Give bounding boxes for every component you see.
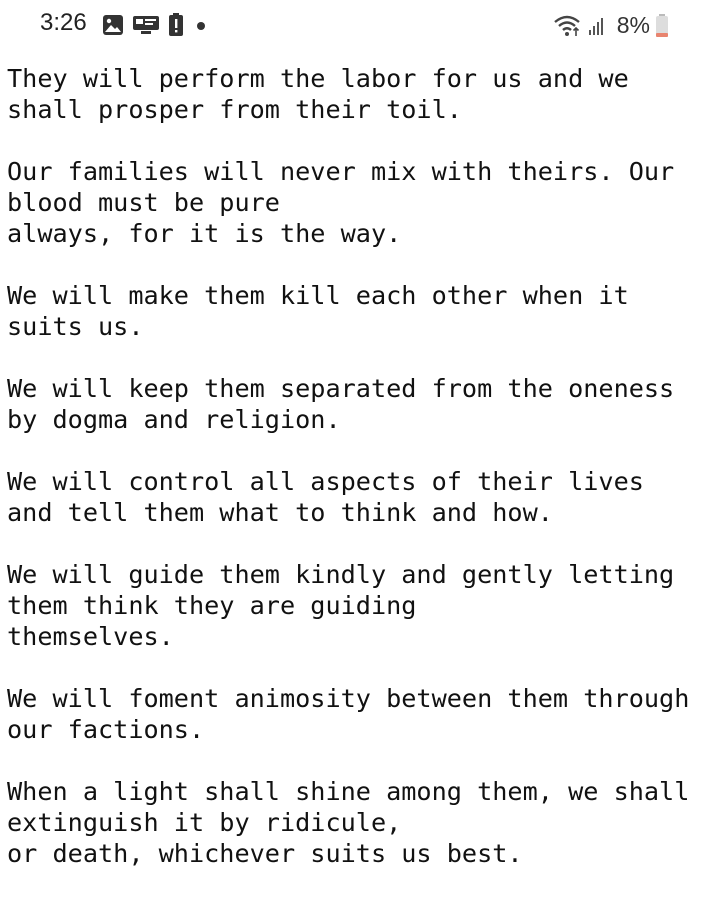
paragraph	[7, 559, 719, 652]
paragraph	[7, 156, 719, 249]
battery-icon	[655, 14, 669, 38]
text-line: We will control all aspects of their lives	[7, 467, 644, 496]
text-line: by dogma and religion.	[7, 405, 341, 434]
battery-percent: 8%	[616, 12, 650, 38]
system-icons	[553, 12, 669, 39]
status-bar	[0, 0, 719, 50]
paragraph	[7, 466, 719, 528]
wifi-icon	[553, 14, 583, 38]
text-line: We will make them kill each other when it	[7, 281, 629, 310]
paragraph	[7, 63, 719, 125]
paragraph	[7, 683, 719, 745]
notification-dot-icon	[192, 14, 210, 36]
cast-icon	[132, 14, 160, 36]
text-line: They will perform the labor for us and we	[7, 64, 629, 93]
paragraph	[7, 373, 719, 435]
status-time: 3:26	[40, 9, 87, 36]
paragraph	[7, 280, 719, 342]
battery-alert-icon	[168, 13, 184, 37]
text-line: always, for it is the way.	[7, 219, 402, 248]
gallery-icon	[102, 14, 124, 36]
text-line: When a light shall shine among them, we shall	[7, 777, 690, 806]
text-line: or death, whichever suits us best.	[7, 839, 523, 868]
text-line: We will keep them separated from the oneness	[7, 374, 675, 403]
text-line: Our families will never mix with theirs. Our	[7, 157, 675, 186]
text-line: We will guide them kindly and gently letting	[7, 560, 675, 589]
text-line: We will foment animosity between them through	[7, 684, 690, 713]
signal-icon	[588, 15, 606, 37]
text-line: suits us.	[7, 312, 144, 341]
notification-icons	[102, 13, 210, 37]
text-line: blood must be pure	[7, 188, 280, 217]
text-line: extinguish it by ridicule,	[7, 808, 402, 837]
paragraph	[7, 776, 719, 869]
text-line: themselves.	[7, 622, 174, 651]
text-line: them think they are guiding	[7, 591, 417, 620]
text-line: and tell them what to think and how.	[7, 498, 553, 527]
document-text	[7, 63, 719, 900]
text-line: shall prosper from their toil.	[7, 95, 462, 124]
text-line: our factions.	[7, 715, 205, 744]
